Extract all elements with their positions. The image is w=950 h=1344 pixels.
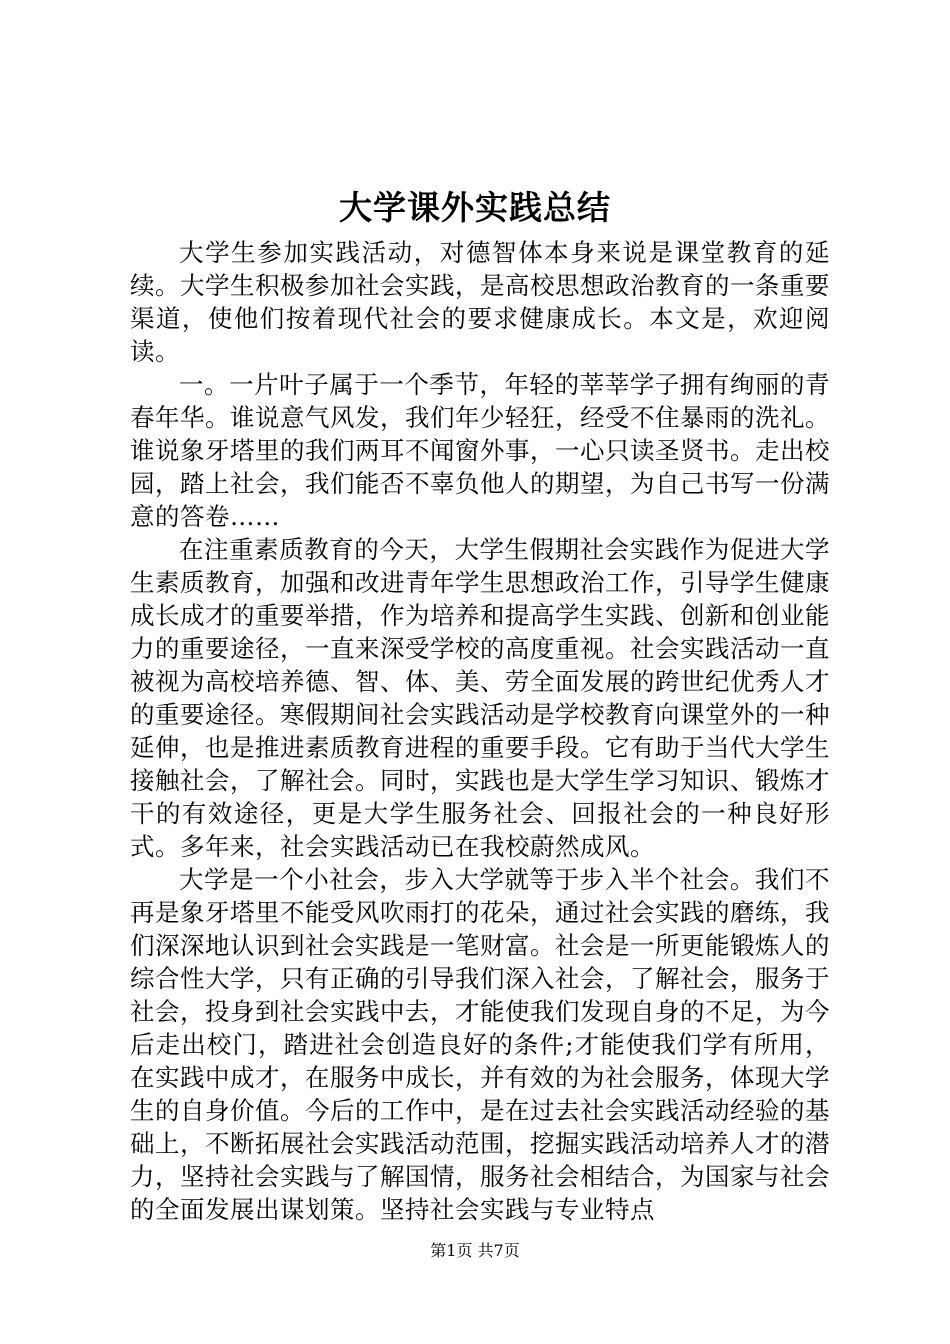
page-number-footer: 第1页 共7页 (430, 1241, 520, 1260)
paragraph-4: 大学是一个小社会，步入大学就等于步入半个社会。我们不再是象牙塔里不能受风吹雨打的花朵，通过社会实践的磨练，我们深深地认识到社会实践是一笔财富。社会是一所更能锻炼人的综合性大学，只有正确的引导我们深入社会，了解社会，服务于社会，投身到社会实践中去，才能使我们发现自身的不足，为今后走出校门，踏进社会创造良好的条件;才能使我们学有所用，在实践中成才，在服务中成长，并有效的为社会服务，体现大学生的自身价值。今后的工作中，是在过去社会实践活动经验的基础上，不断拓展社会实践活动范围，挖掘实践活动培养人才的潜力，坚持社会实践与了解国情，服务社会相结合，为国家与社会的全面发展出谋划策。坚持社会实践与专业特点 (130, 865, 830, 1224)
document-body (130, 236, 830, 1226)
paragraph-3: 在注重素质教育的今天，大学生假期社会实践作为促进大学生素质教育，加强和改进青年学生思想政治工作，引导学生健康成长成才的重要举措，作为培养和提高学生实践、创新和创业能力的重要途径，一直来深受学校的高度重视。社会实践活动一直被视为高校培养德、智、体、美、劳全面发展的跨世纪优秀人才的重要途径。寒假期间社会实践活动是学校教育向课堂外的一种延伸，也是推进素质教育进程的重要手段。它有助于当代大学生接触社会，了解社会。同时，实践也是大学生学习知识、锻炼才干的有效途径，更是大学生服务社会、回报社会的一种良好形式。多年来，社会实践活动已在我校蔚然成风。 (130, 535, 830, 861)
paragraph-1: 大学生参加实践活动，对德智体本身来说是课堂教育的延续。大学生积极参加社会实践，是高校思想政治教育的一条重要渠道，使他们按着现代社会的要求健康成长。本文是，欢迎阅读。 (130, 238, 830, 366)
paragraph-2: 一。一片叶子属于一个季节，年轻的莘莘学子拥有绚丽的青春年华。谁说意气风发，我们年少轻狂，经受不住暴雨的洗礼。谁说象牙塔里的我们两耳不闻窗外事，一心只读圣贤书。走出校园，踏上社会，我们能否不辜负他人的期望，为自己书写一份满意的答卷…… (130, 370, 830, 531)
document-title: 大学课外实践总结 (339, 188, 611, 227)
